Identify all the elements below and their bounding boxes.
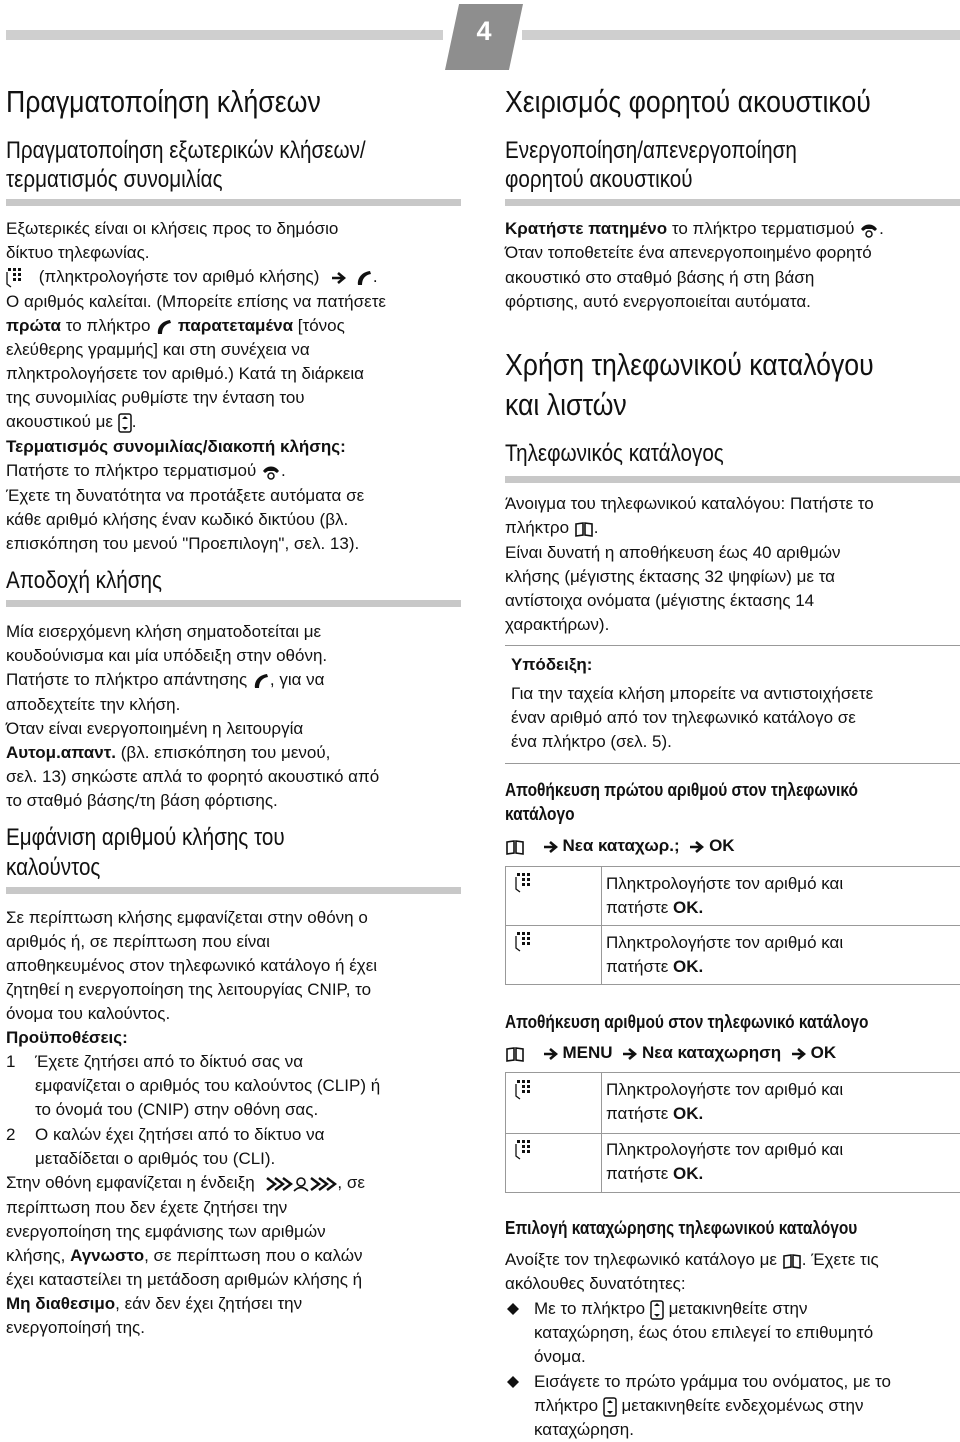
navigation-key-icon [603,1397,617,1417]
text-line: Μία εισερχόμενη κλήση σηματοδοτείται με [6,622,322,641]
text-line: Τερματισμός συνομιλίας/διακοπή κλήσης: [6,437,346,456]
text-line: Ο αριθμός καλείται. (Μπορείτε επίσης να πατήσετε [6,292,387,311]
text-line: αποθηκευμένος στον τηλεφωνικό κατάλογο ή έχει [6,956,378,975]
text-line: Εισάγετε το πρώτο γράμμα του ονόματος, με το [534,1372,891,1391]
select-title: Επιλογή καταχώρησης τηλεφωνικού καταλόγου [505,1218,858,1238]
hint-rule [505,763,960,764]
header-rule-left [6,30,443,40]
section-rule [6,600,461,607]
step-text: Πληκτρολογήστε τον αριθμό και [606,933,844,952]
phonebook-icon [574,520,594,538]
text-line: κλήσης (μέγιστης έκτασης 32 ψηφίων) με τα [505,567,836,586]
text-line: πλήκτρο . [505,518,599,537]
text-line: ελεύθερης γραμμής] και στη συνέχεια να [6,340,310,359]
bullet-icon [507,1376,519,1388]
text-line: Μη διαθεσιμο, εάν δεν έχει ζητήσει την [6,1294,303,1313]
text-line: όνομα του καλούντος. [6,1004,171,1023]
page-number: 4 [476,16,492,46]
volume-key-icon [118,413,132,433]
step-text: Πληκτρολογήστε τον αριθμό και [606,1080,844,1099]
text-line: Πατήστε το πλήκτρο απάντησης , για να [6,670,325,689]
text-line: Όταν είναι ενεργοποιημένη η λειτουργία [6,719,304,738]
section-rule [6,887,461,894]
step-text: πατήστε OK. [606,898,704,917]
text-line: σελ. 13) σηκώστε απλά το φορητό ακουστικό από [6,767,380,786]
text-line: Στην οθόνη εμφανίζεται η ένδειξη , σε [6,1173,365,1192]
bullet-icon [507,1303,519,1315]
text-line: πλήκτρο μετακινηθείτε ενδεχομένως στην [534,1396,864,1415]
arrow-icon [544,841,558,853]
step-text: πατήστε OK. [606,957,704,976]
text-line: ενεργοποίηση της εμφάνισης των αριθμών [6,1222,326,1241]
right-title: Χειρισμός φορητού ακουστικού [505,84,871,119]
phonebook-icon [782,1252,802,1270]
text-line: Για την ταχεία κλήση μπορείτε να αντιστοιχήσετε [511,684,874,703]
list-number: 2 [6,1125,16,1144]
step-text: πατήστε OK. [606,1104,704,1123]
left-sec1-title-1: Πραγματοποίηση εξωτερικών κλήσεων/ [6,137,366,164]
text-line: καταχώρηση, έως ότου επιλεγεί το επιθυμητό [534,1323,874,1342]
text-line: καταχώρηση. [534,1420,634,1439]
store-first-title-2: κατάλογο [505,804,575,824]
text-line: περίπτωση που δεν έχετε ζητήσει την [6,1198,288,1217]
left-sec3-title-1: Εμφάνιση αριθμού κλήσης του [6,824,285,851]
arrow-icon [690,841,704,853]
text-line: Έχετε τη δυνατότητα να προτάξετε αυτόματα σε [6,486,365,505]
store-first-title-1: Αποθήκευση πρώτου αριθμού στον τηλεφωνικό [505,780,858,800]
text-line: Άνοιγμα του τηλεφωνικού καταλόγου: Πατήστε το [505,494,874,513]
text-line: Έχετε ζητήσει από το δίκτυό σας να [35,1052,304,1071]
arrow-icon [332,272,346,284]
text-line: (πληκτρολογήστε τον αριθμό κλήσης) . [6,265,378,289]
text-line: Σε περίπτωση κλήσης εμφανίζεται στην οθόνη ο [6,908,368,927]
text-line: της συνομιλίας ρυθμίστε την ένταση του [6,388,305,407]
left-title: Πραγματοποίηση κλήσεων [6,84,321,119]
menu-path: Νεα καταχωρ.; OK [505,834,735,858]
right-sec3-title: Τηλεφωνικός κατάλογος [505,440,724,467]
text-line: ζητηθεί η ενεργοποίηση της λειτουργίας CNIP, το [6,980,372,999]
hint-rule [505,645,960,646]
text-line: Με το πλήκτρο μετακινηθείτε στην [534,1299,808,1318]
keypad-icon [515,873,533,893]
text-line: Προϋποθέσεις: [6,1028,128,1047]
text-line: κλήσης, Αγνωστο, σε περίπτωση που ο καλών [6,1246,363,1265]
step-text: Πληκτρολογήστε τον αριθμό και [606,874,844,893]
arrow-icon [623,1048,637,1060]
text-line: ακουστικό στο σταθμό βάσης ή στη βάση [505,268,815,287]
right-sec2-title-2: και λιστών [505,387,627,422]
header-rule-right [522,30,960,40]
text-line: αριθμός ή, σε περίπτωση που είναι [6,932,270,951]
right-sec2-title-1: Χρήση τηλεφωνικού καταλόγου [505,347,874,382]
text-line: Όταν τοποθετείτε ένα απενεργοποιημένο φορητό [505,243,872,262]
menu-path: MENU Νεα καταχωρηση OK [505,1041,836,1065]
text-line: το σταθμό βάσης/τη βάση φόρτισης. [6,791,278,810]
keypad-icon [515,1140,533,1160]
list-number: 1 [6,1052,16,1071]
left-sec2-title: Αποδοχή κλήσης [6,567,162,594]
text-line: έχει καταστείλει τη μετάδοση αριθμών κλήσης ή [6,1270,363,1289]
text-line: κουδούνισμα και μία υπόδειξη στην οθόνη. [6,646,328,665]
call-key-icon [252,672,270,690]
keypad-icon [515,1080,533,1100]
step-text: Πληκτρολογήστε τον αριθμό και [606,1140,844,1159]
text-line: εμφανίζεται ο αριθμός του καλούντος (CLIP) ή [35,1076,381,1095]
keypad-icon [515,932,533,952]
text-line: επισκόπηση του μενού "Προεπιλογη", σελ. 13). [6,534,360,553]
left-sec3-title-2: καλούντος [6,854,101,881]
text-line: πληκτρολογήσετε τον αριθμό.) Κατά τη διάρκεια [6,364,364,383]
phonebook-icon [505,1045,525,1063]
phonebook-icon [505,838,525,856]
arrow-icon [544,1048,558,1060]
call-key-icon [155,318,173,336]
text-line: το όνομά του (CNIP) στην οθόνη σας. [35,1100,319,1119]
text-line: δίκτυο τηλεφωνίας. [6,243,150,262]
text-line: Είναι δυνατή η αποθήκευση έως 40 αριθμών [505,543,841,562]
left-sec1-title-2: τερματισμός συνομιλίας [6,166,223,193]
section-rule [6,199,461,206]
end-key-icon [859,221,879,239]
text-line: Ο καλών έχει ζητήσει από το δίκτυο να [35,1125,325,1144]
text-line: ακουστικού με . [6,412,137,431]
text-line: μεταδίδεται ο αριθμός του (CLI). [35,1149,276,1168]
right-sec1-title-2: φορητού ακουστικού [505,166,693,193]
section-rule [505,199,960,206]
text-line: πρώτα το πλήκτρο παρατεταμένα [τόνος [6,316,345,335]
arrow-icon [792,1048,806,1060]
text-line: αντίστοιχα ονόματα (μέγιστης έκτασης 14 [505,591,815,610]
text-line: ενεργοποίησή της. [6,1318,145,1337]
text-line: Αυτομ.απαντ. (βλ. επισκόπηση του μενού, [6,743,331,762]
call-key-icon [355,269,373,287]
end-key-icon [261,463,281,481]
navigation-key-icon [650,1300,664,1320]
text-line: Κρατήστε πατημένο το πλήκτρο τερματισμού . [505,219,884,238]
text-line: ακόλουθες δυνατότητες: [505,1274,686,1293]
text-line: Εξωτερικές είναι οι κλήσεις προς το δημόσιο [6,219,339,238]
text-line: χαρακτήρων). [505,615,610,634]
section-rule [505,476,960,483]
text-line: Πατήστε το πλήκτρο τερματισμού . [6,461,286,480]
caller-id-icon [265,1174,337,1194]
keypad-icon [6,268,24,288]
text-line: αποδεχτείτε την κλήση. [6,695,181,714]
text-line: κάθε αριθμό κλήσης έναν κωδικό δικτύου (βλ. [6,510,349,529]
right-sec1-title-1: Ενεργοποίηση/απενεργοποίηση [505,137,797,164]
text-line: έναν αριθμό από τον τηλεφωνικό κατάλογο σε [511,708,856,727]
text-line: φόρτισης, αυτό ενεργοποιείται αυτόματα. [505,292,811,311]
text-line: ένα πλήκτρο (σελ. 5). [511,732,672,751]
text-line: όνομα. [534,1347,586,1366]
store-title: Αποθήκευση αριθμού στον τηλεφωνικό κατάλογο [505,1012,869,1032]
step-text: πατήστε OK. [606,1164,704,1183]
text-line: Ανοίξτε τον τηλεφωνικό κατάλογο με . Έχετε τις [505,1250,879,1269]
hint-label: Υπόδειξη: [511,655,593,674]
